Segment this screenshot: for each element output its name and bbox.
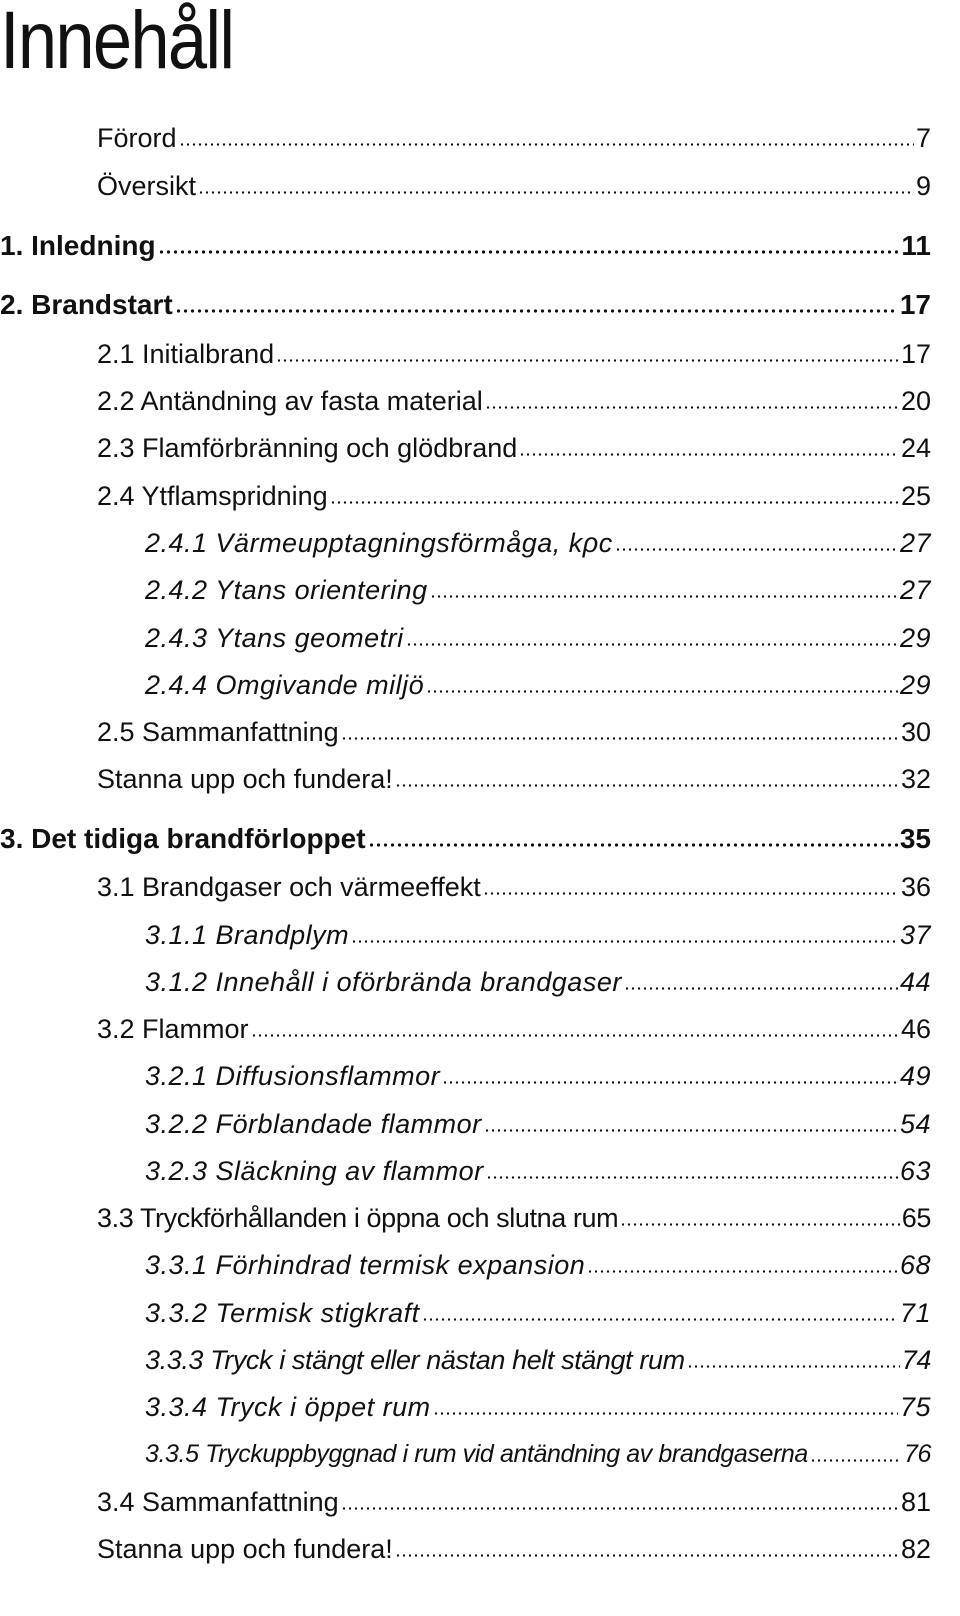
toc-chapter-entry[interactable] bbox=[0, 285, 931, 325]
toc-entry-page: 32 bbox=[900, 764, 931, 794]
toc-entry-label: 2.3 Flamförbränning och glödbrand bbox=[97, 433, 518, 463]
toc-entry-label: 3.3.4 Tryck i öppet rum bbox=[145, 1392, 431, 1422]
dot-leader bbox=[341, 717, 899, 747]
dot-leader bbox=[486, 1156, 898, 1186]
toc-entry[interactable] bbox=[145, 962, 931, 1002]
toc-entry-label: 3.4 Sammanfattning bbox=[97, 1487, 339, 1517]
toc-entry-page: 20 bbox=[900, 386, 931, 416]
toc-entry-page: 9 bbox=[915, 171, 931, 201]
toc-entry[interactable] bbox=[97, 867, 931, 907]
toc-entry-page: 27 bbox=[899, 528, 931, 558]
toc-entry-label: 3.2 Flammor bbox=[97, 1014, 249, 1044]
toc-entry-label: Översikt bbox=[97, 171, 197, 201]
toc-entry-page: 82 bbox=[900, 1534, 931, 1564]
toc-entry-label: Stanna upp och fundera! bbox=[97, 764, 393, 794]
toc-entry-label: 1. Inledning bbox=[0, 230, 156, 261]
toc-entry-label: 3.3.1 Förhindrad termisk expansion bbox=[145, 1250, 586, 1280]
toc-entry-page: 81 bbox=[900, 1487, 931, 1517]
toc-entry-label: 2.4.3 Ytans geometri bbox=[145, 623, 404, 653]
toc-entry-page: 49 bbox=[899, 1061, 931, 1091]
toc-entry-label: 3.2.1 Diffusionsflammor bbox=[145, 1061, 441, 1091]
toc-entry-page: 37 bbox=[899, 920, 931, 950]
toc-entry[interactable] bbox=[97, 1482, 931, 1522]
dot-leader bbox=[442, 1061, 898, 1091]
dot-leader bbox=[330, 481, 899, 511]
toc-entry[interactable] bbox=[97, 334, 931, 374]
toc-entry[interactable] bbox=[97, 476, 931, 516]
toc-entry[interactable] bbox=[145, 1340, 931, 1380]
dot-leader bbox=[483, 872, 899, 902]
toc-entry-label: 3.1.2 Innehåll i oförbrända brandgaser bbox=[145, 967, 622, 997]
toc-chapter-entry[interactable] bbox=[0, 226, 931, 266]
dot-leader bbox=[395, 1534, 899, 1564]
toc-entry[interactable] bbox=[97, 166, 931, 206]
toc-entry-label: Stanna upp och fundera! bbox=[97, 1534, 393, 1564]
toc-entry[interactable] bbox=[145, 523, 931, 563]
toc-entry-label: 3.2.3 Släckning av flammor bbox=[145, 1156, 484, 1186]
toc-entry-page: 63 bbox=[899, 1156, 931, 1186]
toc-entry-page: 75 bbox=[899, 1392, 931, 1422]
toc-entry[interactable] bbox=[145, 1151, 931, 1191]
toc-entry[interactable] bbox=[145, 1056, 931, 1096]
toc-entry-label: 2.5 Sammanfattning bbox=[97, 717, 339, 747]
toc-entry-page: 65 bbox=[901, 1203, 931, 1233]
dot-leader bbox=[810, 1439, 902, 1469]
toc-entry-label: 3.1 Brandgaser och värmeeffekt bbox=[97, 872, 481, 902]
dot-leader bbox=[433, 1392, 898, 1422]
dot-leader bbox=[351, 920, 898, 950]
toc-entry[interactable] bbox=[145, 1293, 931, 1333]
toc-entry[interactable] bbox=[145, 1387, 931, 1427]
toc-entry-page: 46 bbox=[900, 1014, 931, 1044]
toc-entry-page: 30 bbox=[900, 717, 931, 747]
toc-entry-label: 3.3.3 Tryck i stängt eller nästan helt stängt rum bbox=[145, 1345, 685, 1375]
dot-leader bbox=[158, 231, 900, 261]
dot-leader bbox=[368, 824, 898, 854]
dot-leader bbox=[485, 386, 899, 416]
toc-entry-label: 2.4.4 Omgivande miljö bbox=[145, 670, 425, 700]
dot-leader bbox=[395, 764, 899, 794]
toc-entry-label: 2.4.2 Ytans orientering bbox=[145, 575, 428, 605]
toc-entry[interactable] bbox=[97, 759, 931, 799]
toc-entry-page: 36 bbox=[900, 872, 931, 902]
toc-entry[interactable] bbox=[97, 428, 931, 468]
toc-entry[interactable] bbox=[145, 915, 931, 955]
toc-entry-page: 7 bbox=[915, 123, 931, 153]
dot-leader bbox=[179, 123, 914, 153]
toc-entry-page: 24 bbox=[900, 433, 931, 463]
dot-leader bbox=[620, 1203, 900, 1233]
dot-leader bbox=[251, 1014, 899, 1044]
toc-entry-page: 17 bbox=[899, 289, 931, 320]
dot-leader bbox=[519, 433, 899, 463]
toc-entry[interactable] bbox=[145, 1434, 931, 1474]
toc-entry-label: 2.2 Antändning av fasta material bbox=[97, 386, 483, 416]
toc-chapter-entry[interactable] bbox=[0, 819, 931, 859]
toc-entry-page: 17 bbox=[900, 339, 931, 369]
toc-entry-page: 68 bbox=[899, 1250, 931, 1280]
dot-leader bbox=[615, 528, 898, 558]
toc-entry-page: 25 bbox=[900, 481, 931, 511]
dot-leader bbox=[341, 1487, 899, 1517]
toc-entry-label: 2.4.1 Värmeupptagningsförmåga, kρc bbox=[145, 528, 613, 558]
toc-entry-page: 29 bbox=[899, 623, 931, 653]
dot-leader bbox=[198, 171, 914, 201]
toc-entry[interactable] bbox=[97, 1009, 931, 1049]
toc-entry[interactable] bbox=[145, 665, 931, 705]
dot-leader bbox=[587, 1250, 898, 1280]
toc-entry[interactable] bbox=[97, 118, 931, 158]
toc-entry[interactable] bbox=[145, 1104, 931, 1144]
dot-leader bbox=[406, 623, 898, 653]
page-title: Innehåll bbox=[0, 0, 234, 86]
dot-leader bbox=[426, 670, 898, 700]
toc-entry-page: 11 bbox=[901, 230, 931, 261]
dot-leader bbox=[430, 575, 898, 605]
toc-entry-label: 3.3.5 Tryckuppbyggnad i rum vid antändning av brandgaserna bbox=[145, 1440, 808, 1468]
toc-entry-label: Förord bbox=[97, 123, 177, 153]
toc-entry-page: 29 bbox=[899, 670, 931, 700]
dot-leader bbox=[687, 1345, 900, 1375]
toc-entry[interactable] bbox=[97, 1529, 931, 1569]
toc-entry-page: 27 bbox=[899, 575, 931, 605]
dot-leader bbox=[175, 290, 898, 320]
toc-entry-page: 71 bbox=[899, 1298, 931, 1328]
toc-entry[interactable] bbox=[145, 570, 931, 610]
toc-entry-label: 3.2.2 Förblandade flammor bbox=[145, 1109, 482, 1139]
toc-entry-page: 76 bbox=[903, 1440, 931, 1468]
dot-leader bbox=[276, 339, 899, 369]
toc-entry-label: 2.1 Initialbrand bbox=[97, 339, 275, 369]
toc-entry-page: 54 bbox=[899, 1109, 931, 1139]
toc-entry[interactable] bbox=[145, 1245, 931, 1285]
toc-entry-label: 3.3 Tryckförhållanden i öppna och slutna rum bbox=[97, 1203, 619, 1233]
toc-entry-page: 44 bbox=[899, 967, 931, 997]
toc-entry-label: 3. Det tidiga brandförloppet bbox=[0, 823, 366, 854]
toc-entry-label: 3.3.2 Termisk stigkraft bbox=[145, 1298, 420, 1328]
toc-entry-page: 74 bbox=[901, 1345, 931, 1375]
dot-leader bbox=[422, 1298, 898, 1328]
dot-leader bbox=[624, 967, 898, 997]
toc-entry-label: 3.1.1 Brandplym bbox=[145, 920, 350, 950]
toc-entry-label: 2.4 Ytflamspridning bbox=[97, 481, 328, 511]
toc-entry-label: 2. Brandstart bbox=[0, 289, 173, 320]
toc-entry-page: 35 bbox=[899, 823, 931, 854]
toc-entry[interactable] bbox=[97, 381, 931, 421]
toc-entry[interactable] bbox=[145, 618, 931, 658]
dot-leader bbox=[484, 1109, 898, 1139]
toc-entry[interactable] bbox=[97, 1198, 931, 1238]
toc-entry[interactable] bbox=[97, 712, 931, 752]
